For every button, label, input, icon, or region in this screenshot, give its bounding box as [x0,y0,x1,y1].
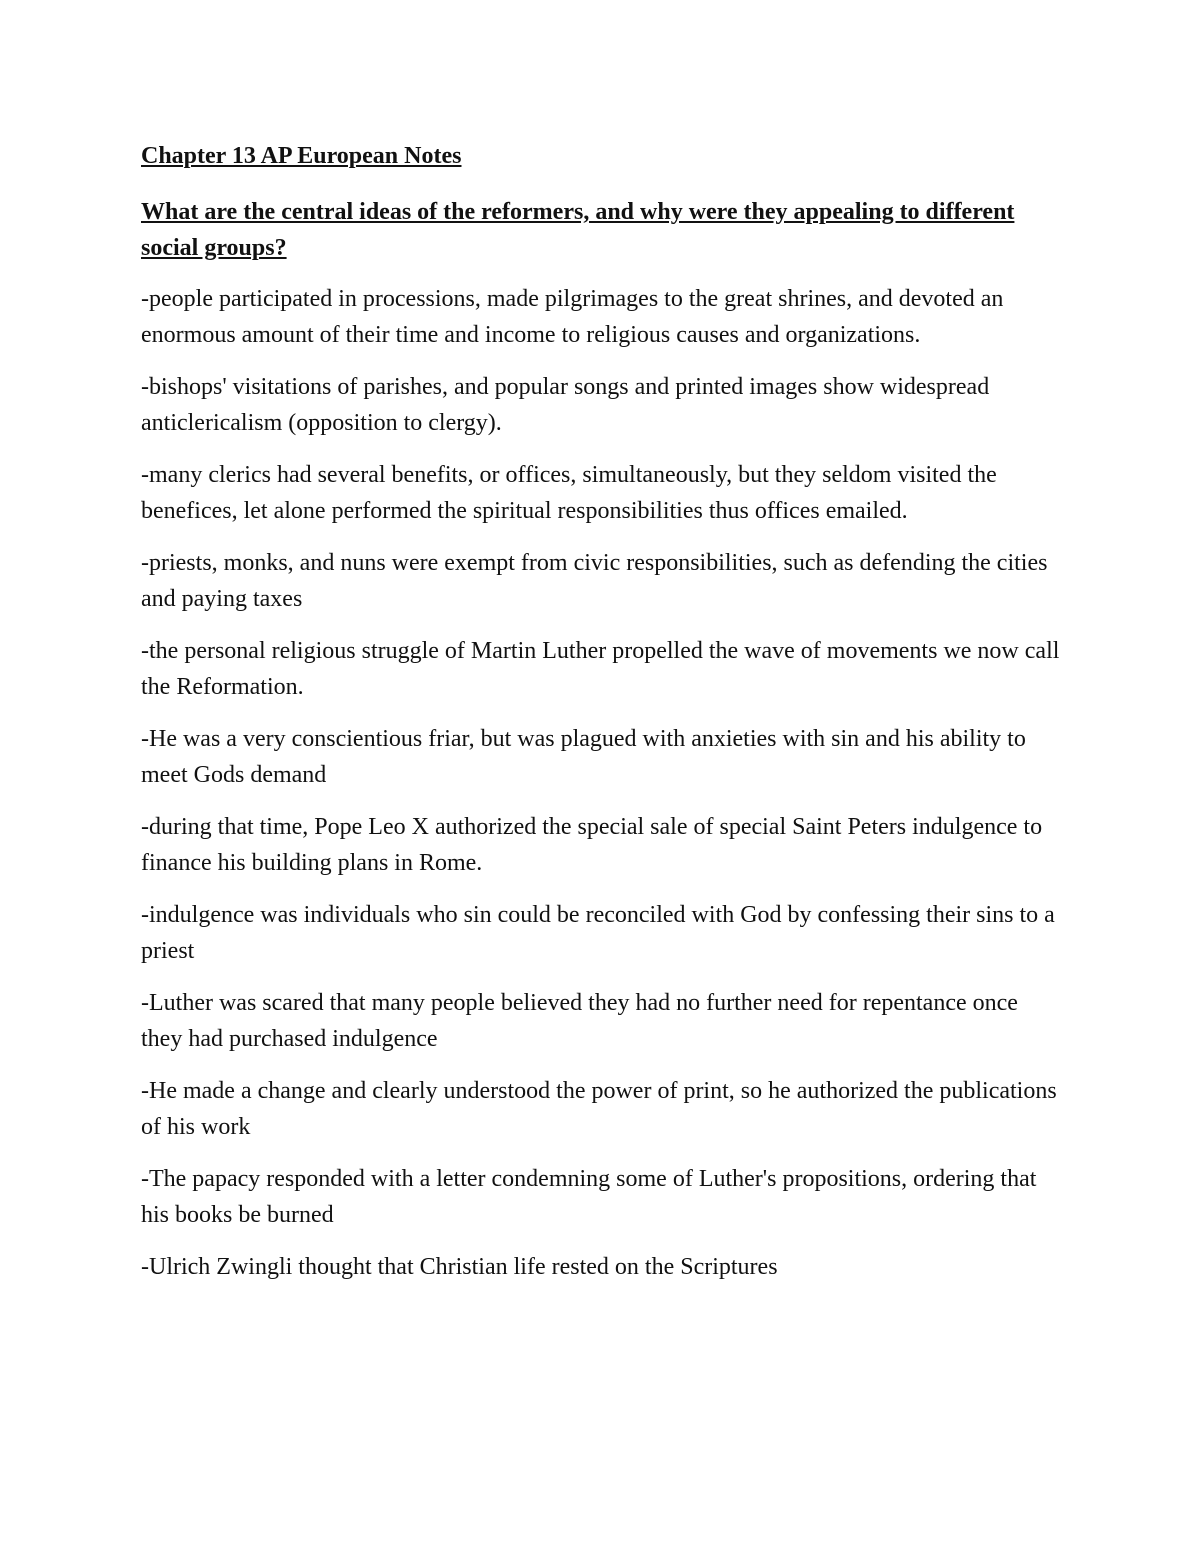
note-paragraph: -Luther was scared that many people believed they had no further need for repentance once they had purchased indulgence [141,990,1018,1052]
section-question: What are the central ideas of the reformers, and why were they appealing to different social groups? [141,199,1015,261]
note-paragraph: -The papacy responded with a letter condemning some of Luther's propositions, ordering that his books be burned [141,1166,1037,1228]
note-paragraph: -He made a change and clearly understood the power of print, so he authorized the publications of his work [141,1078,1057,1140]
note-paragraph: -people participated in processions, made pilgrimages to the great shrines, and devoted an enormous amount of their time and income to religious causes and organizations. [141,286,1004,348]
note-paragraph: -priests, monks, and nuns were exempt from civic responsibilities, such as defending the cities and paying taxes [141,550,1048,612]
note-paragraph: -indulgence was individuals who sin could be reconciled with God by confessing their sins to a priest [141,902,1055,964]
note-paragraph: -the personal religious struggle of Martin Luther propelled the wave of movements we now call the Reformation. [141,638,1060,700]
note-paragraph: -many clerics had several benefits, or offices, simultaneously, but they seldom visited the benefices, let alone performed the spiritual responsibilities thus offices emailed. [141,462,997,524]
note-paragraph: -Ulrich Zwingli thought that Christian life rested on the Scriptures [141,1254,778,1280]
document-body [141,138,1061,1301]
note-paragraph: -He was a very conscientious friar, but was plagued with anxieties with sin and his ability to meet Gods demand [141,726,1026,788]
note-paragraph: -bishops' visitations of parishes, and popular songs and printed images show widespread anticlericalism (opposition to clergy). [141,374,990,436]
note-paragraph: -during that time, Pope Leo X authorized the special sale of special Saint Peters indulgence to finance his building plans in Rome. [141,814,1043,876]
document-title: Chapter 13 AP European Notes [141,143,462,169]
